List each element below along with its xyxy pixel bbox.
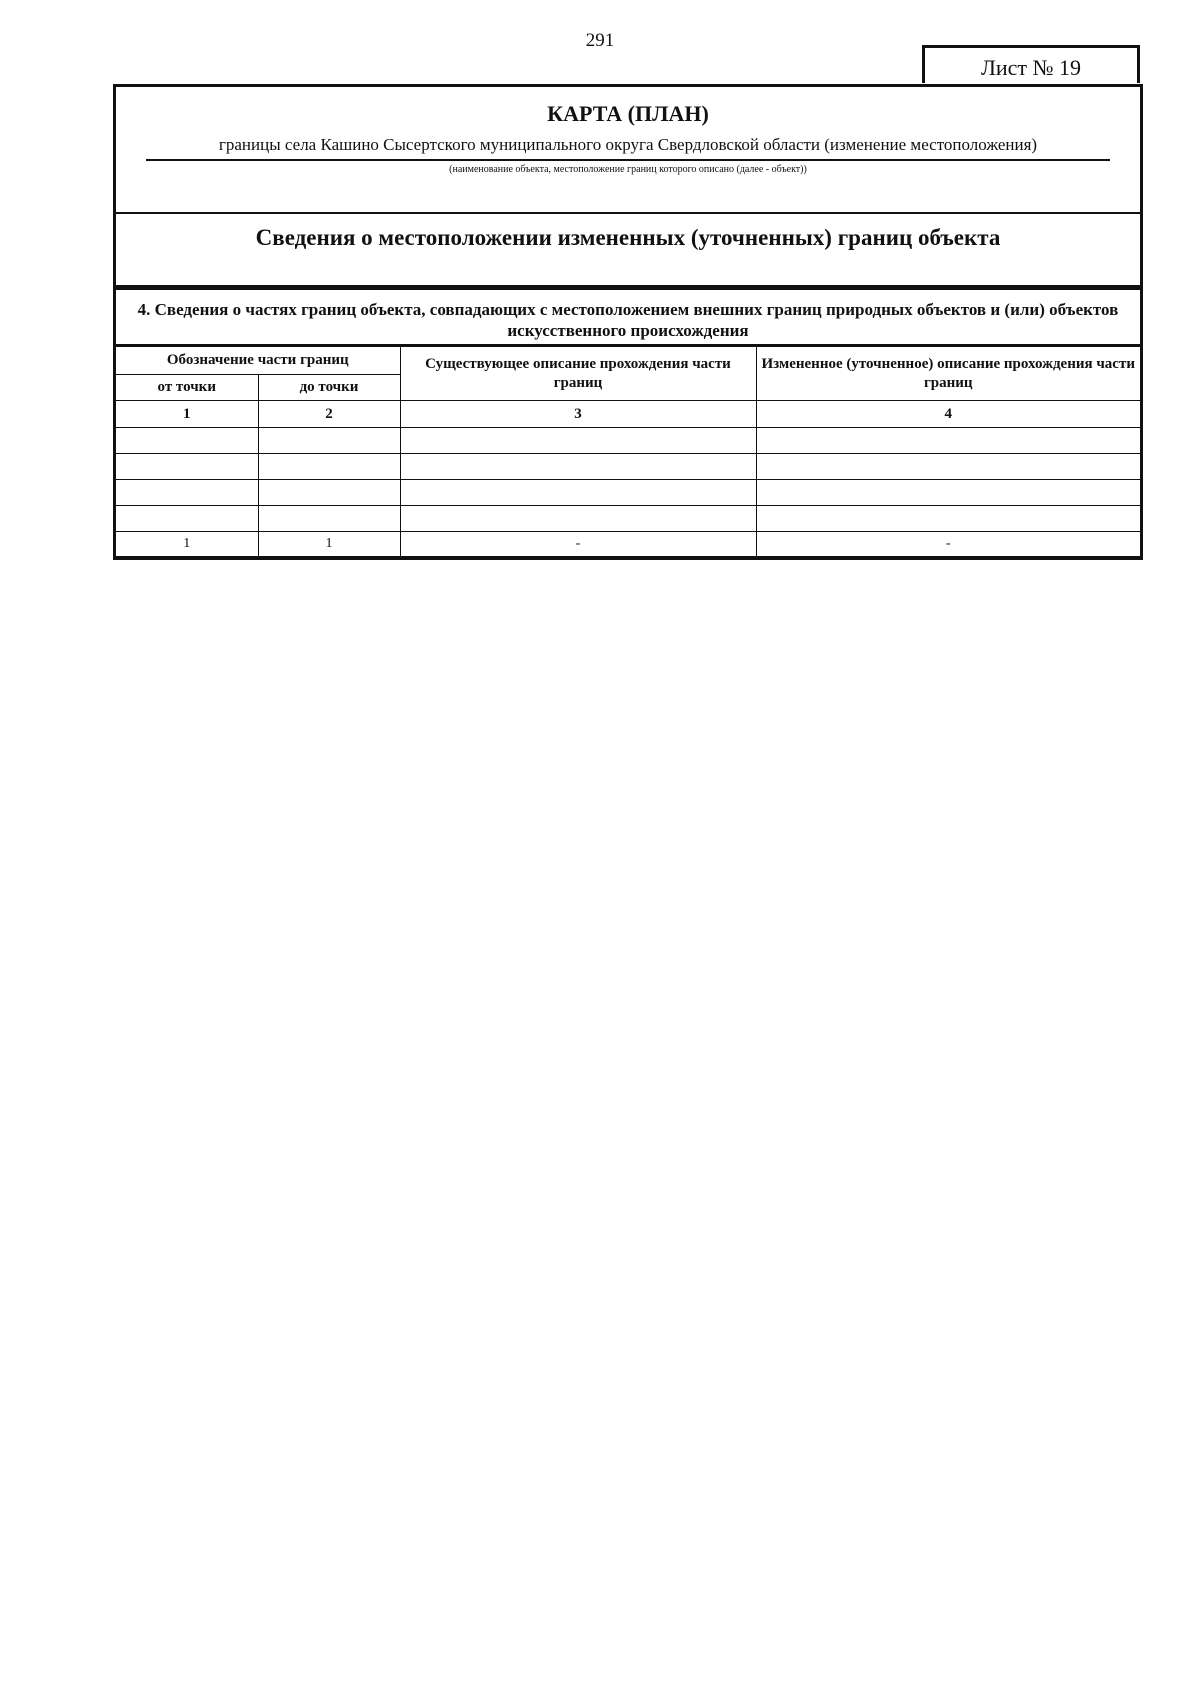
empty-cell bbox=[116, 506, 258, 532]
column-number: 2 bbox=[258, 401, 400, 428]
empty-cell bbox=[756, 480, 1140, 506]
object-caption: (наименование объекта, местоположение границ которого описано (далее - объект)) bbox=[449, 164, 807, 175]
empty-cell bbox=[116, 428, 258, 454]
empty-row bbox=[116, 480, 1140, 506]
group-header-cell: Обозначение части границ bbox=[116, 347, 400, 375]
empty-cell bbox=[116, 454, 258, 480]
object-description: границы села Кашино Сысертского муниципального округа Свердловской области (изменение местоположения) bbox=[218, 135, 1038, 154]
empty-cell bbox=[116, 480, 258, 506]
empty-cell bbox=[400, 480, 756, 506]
to-point-cell: 1 bbox=[258, 532, 400, 557]
existing-description-header: Существующее описание прохождения части границ bbox=[400, 347, 756, 401]
empty-row bbox=[116, 506, 1140, 532]
empty-cell bbox=[400, 454, 756, 480]
empty-cell bbox=[756, 454, 1140, 480]
empty-cell bbox=[756, 506, 1140, 532]
column-number: 4 bbox=[756, 401, 1140, 428]
empty-cell bbox=[258, 480, 400, 506]
empty-cell bbox=[258, 506, 400, 532]
column-number: 3 bbox=[400, 401, 756, 428]
sheet-number-box: Лист № 19 bbox=[922, 45, 1140, 83]
empty-cell bbox=[258, 454, 400, 480]
document-title: КАРТА (ПЛАН) bbox=[547, 101, 709, 126]
from-point-header: от точки bbox=[116, 375, 258, 401]
empty-cell bbox=[756, 428, 1140, 454]
title-block bbox=[113, 84, 1143, 215]
boundary-parts-block bbox=[113, 287, 1143, 560]
table-row bbox=[116, 532, 1140, 557]
empty-row bbox=[116, 428, 1140, 454]
empty-row bbox=[116, 454, 1140, 480]
column-number-row bbox=[116, 401, 1140, 428]
empty-cell bbox=[400, 428, 756, 454]
section-block bbox=[113, 214, 1143, 288]
section-title: Сведения о местоположении измененных (уточненных) границ объекта bbox=[255, 225, 1001, 250]
boundary-parts-table bbox=[116, 346, 1140, 557]
empty-cell bbox=[258, 428, 400, 454]
changed-description-cell: - bbox=[756, 532, 1140, 557]
from-point-cell: 1 bbox=[116, 532, 258, 557]
existing-description-cell: - bbox=[400, 532, 756, 557]
page-number: 291 bbox=[585, 30, 615, 51]
column-number: 1 bbox=[116, 401, 258, 428]
table-heading: 4. Сведения о частях границ объекта, совпадающих с местоположением внешних границ природных объектов и (или) объектов искусственного происхождения bbox=[116, 290, 1140, 346]
table-header-row bbox=[116, 347, 1140, 375]
to-point-header: до точки bbox=[258, 375, 400, 401]
empty-cell bbox=[400, 506, 756, 532]
changed-description-header: Измененное (уточненное) описание прохождения части границ bbox=[756, 347, 1140, 401]
title-divider bbox=[146, 159, 1110, 161]
